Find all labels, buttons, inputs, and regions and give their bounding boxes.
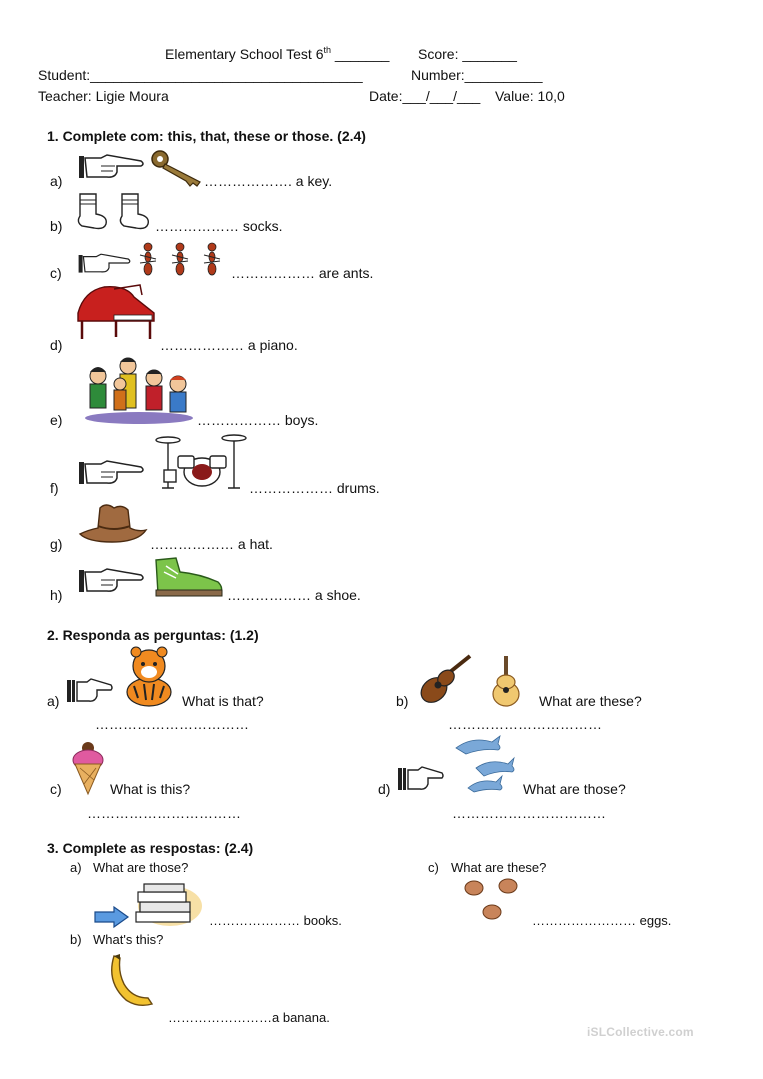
item-letter: h): [50, 587, 63, 603]
watermark: iSLCollective.com: [587, 1025, 694, 1039]
item-letter: f): [50, 480, 59, 496]
item-letter: d): [378, 781, 391, 797]
title-superscript: th: [323, 45, 332, 55]
item-letter: b): [396, 693, 409, 709]
pointing-hand-icon: [77, 251, 133, 275]
answer-line: ………………… books.: [209, 913, 342, 928]
piano-icon: [74, 283, 160, 341]
title-blank: _______: [331, 46, 390, 62]
section1-title: 1. Complete com: this, that, these or those. (2.4): [47, 128, 366, 144]
test-title: [165, 46, 389, 62]
answer-line: ……………………………: [95, 716, 249, 732]
item-answer: ……………… are ants.: [231, 265, 374, 281]
pointing-hand-icon: [77, 566, 147, 594]
ants-icon: [136, 241, 226, 277]
item-letter: a): [47, 693, 60, 709]
tiger-icon: [120, 646, 178, 708]
item-answer: ……………… socks.: [155, 218, 283, 234]
drums-icon: [154, 430, 250, 492]
pointing-hand-icon: [65, 676, 113, 706]
question-text: What are those?: [523, 781, 626, 797]
score-field: Score: _______: [418, 46, 517, 62]
teacher-field: Teacher: Ligie Moura: [38, 88, 169, 104]
item-answer: ……………… a hat.: [150, 536, 273, 552]
question-text: What is this?: [110, 781, 191, 797]
guitar-icon: [490, 656, 522, 708]
answer-line: ……………………………: [87, 805, 241, 821]
ice-cream-icon: [70, 740, 106, 796]
arrow-icon: [94, 906, 130, 928]
socks-icon: [74, 192, 160, 232]
section3-title: 3. Complete as respostas: (2.4): [47, 840, 254, 856]
value-field: Value: 10,0: [495, 88, 565, 104]
item-answer: ……………… a shoe.: [227, 587, 361, 603]
question-text: What are these?: [451, 860, 547, 875]
answer-line: …………………… eggs.: [532, 913, 672, 928]
student-field: Student:___________________________________: [38, 67, 363, 83]
shoe-icon: [152, 556, 226, 600]
title-text: Elementary School Test 6: [165, 46, 324, 62]
question-text: What are those?: [93, 860, 189, 875]
question-text: What are these?: [539, 693, 642, 709]
question-text: What is that?: [182, 693, 264, 709]
item-answer: ……………… a piano.: [160, 337, 298, 353]
item-letter: b): [50, 218, 63, 234]
answer-line: ……………………………: [452, 805, 606, 821]
item-letter: e): [50, 412, 63, 428]
hat-icon: [78, 502, 148, 546]
item-letter: a): [50, 173, 63, 189]
date-field: Date:___/___/___: [369, 88, 481, 104]
banana-icon: [104, 952, 156, 1010]
item-answer: ………………. a key.: [204, 173, 333, 189]
eggs-icon: [462, 878, 522, 922]
item-answer: ……………… drums.: [249, 480, 380, 496]
dolphins-icon: [452, 732, 518, 794]
answer-line: ……………………a banana.: [168, 1010, 330, 1025]
question-text: What's this?: [93, 932, 164, 947]
pointing-hand-icon: [396, 764, 444, 794]
boys-icon: [84, 354, 194, 424]
number-field: Number:__________: [411, 67, 543, 83]
pointing-hand-icon: [77, 458, 147, 486]
item-letter: c): [50, 781, 62, 797]
guitar-icon: [414, 654, 474, 708]
item-letter: c): [50, 265, 62, 281]
key-icon: [150, 150, 206, 188]
item-answer: ……………… boys.: [197, 412, 319, 428]
item-letter: a): [70, 860, 82, 875]
item-letter: b): [70, 932, 82, 947]
item-letter: c): [428, 860, 439, 875]
item-letter: d): [50, 337, 63, 353]
pointing-hand-icon: [77, 152, 147, 180]
books-icon: [130, 880, 202, 928]
section2-title: 2. Responda as perguntas: (1.2): [47, 627, 259, 643]
answer-line: ……………………………: [448, 716, 602, 732]
item-letter: g): [50, 536, 63, 552]
